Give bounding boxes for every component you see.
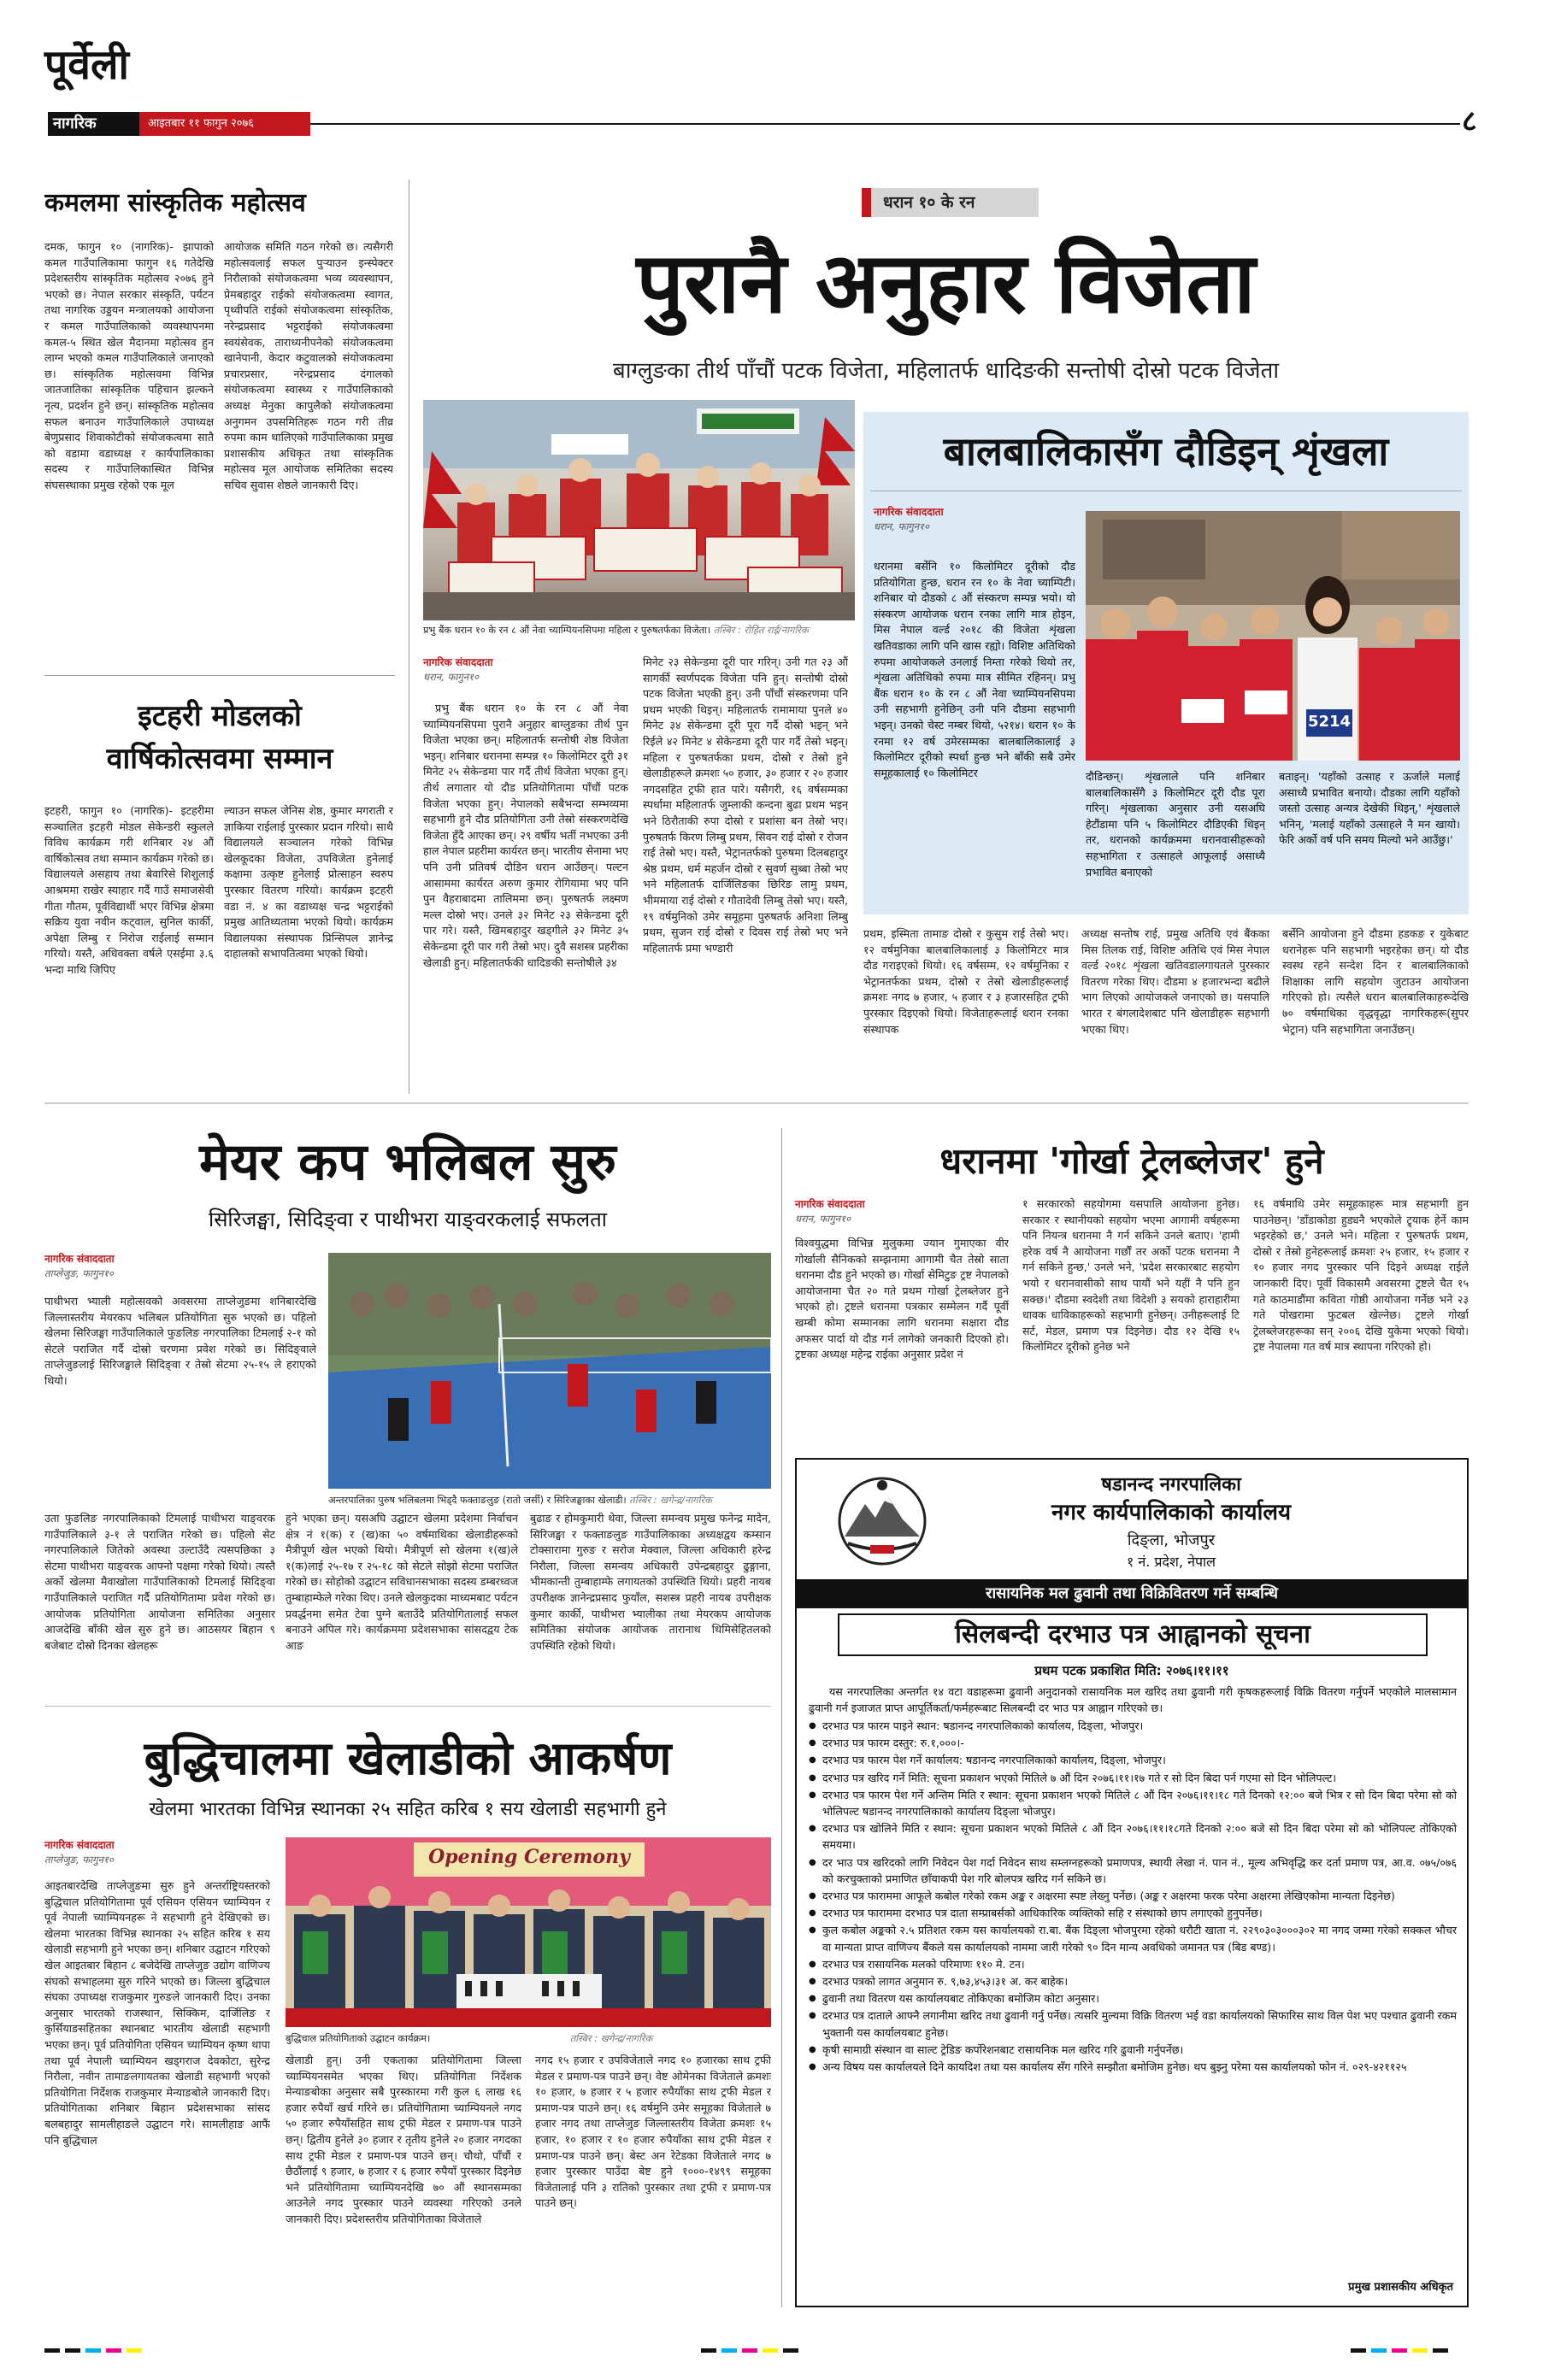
children-title: बालबालिकासँग दौडिइन् शृंखला [943, 428, 1389, 474]
chess-subhead: खेलमा भारतका विभिन्न स्थानका २५ सहित करिब १ सय खेलाडी सहभागी हुने [149, 1799, 667, 1820]
notice-item [809, 1990, 1457, 2007]
masthead-rule [310, 123, 1460, 125]
dharan-byline-block [423, 655, 628, 686]
trail-col-3: १६ वर्षमाथि उमेर समूहकाहरू मात्र सहभागी हुन पाउनेछन्। 'डाँडाकोडा हुड्यनै भएकोले ट्र्याक हेर्ने काम भइरहेको छ,' उनले भने। महिला र पुरुषतर्फ प्रथम, दोस्रो र तेस्रो हुनेहरूलाई क्रमशः २५ हजार, १५ हजार र १० हजार नगद पुरस्कार पनि दिइने अध्यक्ष राईले जानकारी दिए। पूर्वी विकासमै अवसरमा ट्रष्टले चैत १५ गते काठमाडौंमा कविता गोष्ठी आयोजना गर्नेछ भने २३ गते पोखरामा फुटबल खेल्नेछ। ट्रष्टले गोर्खा ट्रेलब्लेजरहरूका सन् २००६ देखि युकेमा भएको थियो। ट्रष्ट नेपालमा गत वर्ष मात्र स्थापना गरिएको हो। [1253, 1197, 1469, 1354]
notice-items [809, 1718, 1457, 2076]
chess-title: बुद्धिचालमा खेलाडीको आकर्षण [144, 1731, 672, 1785]
winners-caption-credit: तस्बिर : रोहित राई/नागरिक [713, 625, 809, 636]
notice-item [809, 1922, 1457, 1954]
bullet-icon: ● [809, 1925, 816, 1936]
trail-col-1: विश्वयुद्धमा विभिन्न मुलुकमा ज्यान गुमाएका वीर गोर्खाली सैनिकको सम्झनामा आगामी चैत तेस्रो साता धरानमा दौड हुने भएको छ। गोर्खा सेमिटुङ ट्रष्ट नेपालको आयोजनामा चैत २० गते प्रथम गोर्खा ट्रेलब्लेजर हुने भएको हो। ट्रष्टले धरानमा पत्रकार सम्मेलन गर्दै पूर्वी खम्बी कोमा सम्मानका लागि धरानमा सक्षारा दौड अफसर पार्दा यो दौड गर्न लागेको जनकारी दिएको हो। ट्रष्टका अध्यक्ष महेन्द्र राईका अनुसार प्रदेश नं [795, 1237, 1009, 1361]
winners-photo [423, 400, 855, 620]
chess-caption-text: बुद्धिचाल प्रतियोगिताको उद्घाटन कार्यक्रम। [286, 2033, 431, 2044]
children-byline: नागरिक संवाददाता [874, 506, 944, 518]
dharan-subhead: बाग्लुङका तीर्थ पाँचौं पटक विजेता, महिलातर्फ धादिङकी सन्तोषी दोस्रो पटक विजेता [612, 358, 1280, 384]
notice-item [809, 1787, 1457, 1819]
nepal-emblem-icon [836, 1473, 928, 1567]
winners-photo-art [423, 400, 855, 620]
children-photo-bib: 5214 [1307, 713, 1352, 731]
kamala-title: कमलमा सांस्कृतिक महोत्सव [44, 188, 306, 218]
children-photo-art [1086, 511, 1460, 761]
notice-item-text: दरभाउ पत्र फारम पेश गर्ने कार्यालय: षडानन्द नगरपालिकाको कार्यालय, दिङ्ला, भोजपुर। [822, 1754, 1166, 1767]
notice-item-text: दरभाउ पत्र खरिद गर्ने मिति: सूचना प्रकाशन भएको मितिले ७ औं दिन २०७६।११।१७ गते र सो दिन बिदा पर्न गएमा सो दिन भोलिपल्ट। [822, 1771, 1337, 1784]
chess-photo [286, 1837, 771, 2027]
column-divider-middle [781, 1128, 782, 2307]
registration-marks-right [1351, 2348, 1448, 2353]
notice-org-4: १ नं. प्रदेश, नेपाल [1126, 1554, 1216, 1570]
mayor-intro: पाथीभरा भ्याली महोत्सवको अवसरमा ताप्लेजुङमा शनिबारदेखि जिल्लास्तरीय मेयरकप भलिबल प्रतियोगिता सुरु भएको छ। पहिलो खेलमा सिरिजङ्घा गाउँपालिकाले फुङलिङ नगरपालिका टिमलाई २-१ को सेटले पराजित गर्दै दोस्रो चरणमा प्रवेश गरेको छ। सिदिङ्वाले ताप्लेजुङलाई सिरिजङ्घाले सिदिङ्वा र तेस्रो सेटमा २५-१५ ले हराएको थियो। [44, 1295, 316, 1387]
notice-item-text: ढुवानी तथा वितरण यस कार्यालयबाट तोकिएका बमोजिम कोटा अनुसार। [822, 1992, 1100, 2006]
volleyball-photo-caption [328, 1494, 771, 1507]
notice-org-2: नगर कार्यपालिकाको कार्यालय [1051, 1500, 1292, 1525]
notice-item-text: दरभाउ पत्र फारम पाइने स्थान: षडानन्द नगरपालिकाको कार्यालय, दिङ्ला, भोजपुर। [822, 1719, 1144, 1732]
mayor-title: मेयर कप भलिबल सुरु [199, 1132, 616, 1192]
notice-item [809, 1770, 1457, 1786]
notice-item-text: दरभाउ पत्र फाराममा दरभाउ पत्र दाता सम्प्राबर्सको आधिकारिक व्यक्तिको सहि र संस्थाको छाप लगाएको हुनुपर्नेछ। [822, 1907, 1263, 1920]
notice-item [809, 1752, 1457, 1768]
notice-item-text: दरभाउ पत्र खोलिने मिति र स्थान: सूचना प्रकाशन भएको मितिले ८ औं दिन २०७६।११।१८गते दिनको २:०० बजे सो दिन बिदा परेमा सो को भोलिपल्ट तोकिएको समयमा। [822, 1822, 1457, 1852]
dharan-byline: नागरिक संवाददाता [423, 656, 493, 668]
mayor-subhead: सिरिजङ्घा, सिदिङ्वा र पाथीभरा याङ्वरकलाई सफलता [208, 1208, 607, 1231]
notice-title: सिलबन्दी दरभाउ पत्र आह्वानको सूचना [838, 1613, 1428, 1656]
section-rule-1 [44, 1102, 1469, 1104]
dharan-col-3: प्रथम, इस्मिता तामाङ दोस्रो र कुसुम राई तेस्रो भए। १२ वर्षमुनिका बालबालिकालाई ३ किलोमिटर मात्र दौड गराइएको थियो। १६ वर्षसम्म, १२ वर्षमुनिका र भेट्रानतर्फका प्रथम, दोस्रो र तेस्रो खेलाडीहरूलाई क्रमशः नगद ७ हजार, ५ हजार र ३ हजारसहित ट्रफी पुरस्कार दिइएको थियो। विजेताहरूलाई धरान रनका संस्थापक [863, 927, 1069, 1036]
chess-photo-caption [286, 2032, 771, 2045]
bullet-icon: ● [809, 1959, 816, 1969]
dharan-kicker-marker [862, 188, 871, 217]
mayor-place: ताप्लेजुङ, फागुन१० [44, 1267, 114, 1279]
trail-place: धरान, फागुन१० [795, 1213, 851, 1225]
notice-item-text: कृषी सामाग्री संस्थान वा साल्ट ट्रेडिङ कर्पोरेशनबाट रासायनिक मल खरिद गरि ढुवानी गर्नुपर्नेछ। [822, 2042, 1184, 2056]
bullet-icon: ● [809, 1721, 816, 1731]
volleyball-caption-text: अन्तरपालिका पुरुष भलिबलमा भिड्दै फक्ताङलुङ (रातो जर्सी) र सिरिजङ्घाका खेलाडी। [328, 1495, 627, 1506]
notice-item [809, 2042, 1457, 2058]
kamala-col-2: आयोजक समिति गठन गरेको छ। त्यसैगरी महोत्सवलाई सफल पुऱ्याउन इन्स्पेक्टर निरौलाको संयोजकत्वमा भव्य व्यवस्थापन, प्रेमबहादुर राईको संयोजकत्वमा स्वागत, पृथ्वीपति राईको संयोजकत्वमा सांस्कृतिक, नरेन्द्रप्रसाद भट्टराईको संयोजकत्वमा स्वयंसेवक, ताराध्यनीपनेको संयोजकत्वमा खानेपानी, केदार कटुवालको संयोजकत्वमा प्रचारप्रसार, नरेन्द्रप्रसाद दंगालको संयोजकत्वमा स्वास्थ्य र गाउँपालिकाको अध्यक्ष मेनुका कापुलैको संयोजकत्वमा अनुगमन उपसमितिहरू गठन गरी तीव्र रुपमा काम थालिएको गाउँपालिकाका प्रमुख प्रशासकीय अधिकृत तथा सांस्कृतिक महोत्सव मूल आयोजक समितिका सदस्य सचिव सुवास शेष्ठले जानकारी दिए। [224, 240, 393, 491]
kamala-col-1: दमक, फागुन १० (नागरिक)- झापाको कमल गाउँपालिकामा फागुन १६ गतेदेखि प्रदेशस्तरीय सांस्कृतिक महोत्सव २०७६ हुने भएको छ। नेपाल सरकार संस्कृति, पर्यटन तथा नागरिक उड्डयन मन्त्रालयको आयोजना र कमल गाउँपालिकाको व्यवस्थापनमा कमल-५ स्थित खेल मैदानमा महोत्सव हुन लाग्न भएको कमल गाउँपालिकाले जनाएको छ। सांस्कृतिक महोत्सवमा विभिन्न जातजातिका सांस्कृतिक पहिचान झल्कने नृत्य, प्रदर्शन हुने छन्। सांस्कृतिक महोत्सव सफल बनाउन गाउँपालिकाले उपाध्यक्ष बेणुप्रसाद शिवाकोटीको संयोजकत्वमा सातै को वडामा वडाध्यक्ष र कार्यपालिकाका सदस्य र गाउँपालिकास्थित विभिन्न संघसस्थाका प्रमुख रहेको एक मूल [44, 240, 214, 491]
itahari-title-1: इटहरी मोडलको [138, 699, 302, 733]
notice-item [809, 1718, 1457, 1734]
children-col-1: धरानमा बर्सेनि १० किलोमिटर दूरीको दौड प्रतियोगिता हुन्छ, धरान रन १० के नेवा च्याम्पिटी। शनिबार यो दौडको ८ औं संस्करण सम्पन्न भयो। यो संस्करण आयोजक धरान रनका लागि मात्र होइन, मिस नेपाल वर्ल्ड २०१८ की विजेता शृंखला खतिवडाका लागि पनि खास रह्यो। विशिष्ट अतिथिको रुपमा आयोजकले उनलाई निम्ता गरेको थियो तर, शृंखला अतिथिको रुपमा मात्र सीमित रहिनन्। प्रभु बैंक धरान १० के रन ८ औं नेवा च्याम्पियनसिपमा उनी सहभागी हुनेछिन् उनी पनि दौडमा सहभागी भइन्। उनको चेस्ट नम्बर थियो, ५२१४। धरान १० के रनमा १२ वर्ष उमेरसम्मका बालबालिकालाई ३ किलोमिटर दूरीको स्पर्धा हुन्छ भने बाँकी सबै उमेर समूहकालाई १० किलोमिटर [874, 560, 1075, 779]
trail-byline: नागरिक संवाददाता [795, 1198, 865, 1210]
notice-item [809, 1820, 1457, 1853]
children-photo [1086, 511, 1460, 761]
bullet-icon: ● [809, 1824, 816, 1834]
notice-item [809, 1888, 1457, 1904]
dharan-headline: पुरानै अनुहार विजेता [636, 234, 1256, 332]
notice-org-1: षडानन्द नगरपालिका [1101, 1473, 1241, 1496]
dharan-col-2: मिनेट २३ सेकेन्डमा दूरी पार गरिन्। उनी गत २३ औं सागर्की स्वर्णपदक विजेता पनि हुन्। सन्तोषी दोस्रो पटक विजेता भएकी हुन्। उनी पाँचौं संस्करणमा पनि प्रथम भएकी थिइन्। महिलातर्फ रामामाया पुनले ४० मिनेट ३४ सेकेन्डमा दूरी पूरा गर्दै दोस्रो भइन् भने रिईले ४२ मिनेट ४ सेकेन्डमा दूरी पार गर्दै तेस्रो भइन्। महिला र पुरुषतर्फका प्रथम, दोस्रो र तेस्रो हुने खेलाडीहरूले क्रमशः ५० हजार, ३० हजार र २० हजार नगदसहित ट्रफी हात पारे। यसैगरी, १६ वर्षसम्मका स्पर्धामा महिलातर्फ जुम्लाकी कन्दना बुढा प्रथम भइन् भने ठिरौताकी रुपा दोस्रो र प्रशांसा बन तेस्रो भए। पुरुषतर्फ किरण लिम्बु प्रथम, सिवन राई दोस्रो र रोजन राई तेस्रो भए। यस्तै, भेट्रानतर्फको पुरुषमा दिलबहादुर श्रेष्ठ प्रथम, धर्म महर्जन दोस्रो र सुवर्ण सुब्बा तेस्रो भए भने महिलातर्फ दार्जिलिङका छिरिङ लामु प्रथम, भीममाया राई दोस्रो र गौतादेवी लिम्बु तेस्रो भए। यस्तै, १९ वर्षमुनिको उमेर समूहमा पुरुषतर्फ अनिशा लिम्बु प्रथम, सुजन राई दोस्रो र दिवस राई तेस्रो भए भने महिलातर्फ प्रमा भण्डारी [643, 655, 848, 955]
notice-item-text: दरभाउ पत्र रासायनिक मलको परिमाणः ११० मे. टन। [822, 1957, 1025, 1971]
notice-item-text: दरभाउ पत्र दाताले आफ्नै लगानीमा खरिद तथा ढुवानी गर्नु पर्नेछ। त्यसरि मुल्यमा विक्रि वितरण भई वडा कार्यालयको सिफारिस साथ विल पेश भए पश्चात ढुवानी रकम भुक्तानी यस कार्यालयबाट हुनेछ। [822, 2009, 1457, 2039]
notice-item-text: दरभाउ पत्रको लागत अनुमान रु. ९,७३,४५३।३१ अ. कर बाहेक। [822, 1975, 1069, 1989]
trail-title: धरानमा 'गोर्खा ट्रेलब्लेजर' हुने [939, 1140, 1324, 1182]
dharan-kicker: धरान १० के रन [871, 188, 1039, 217]
notice-intro: यस नगरपालिका अन्तर्गत १४ वटा वडाहरूमा ढुवानी अनुदानको रासायनिक मल खरिद तथा ढुवानी गरी कृषकहरूलाई विक्रि वितरण गर्नुपर्ने भएकोले मालसामान ढुवानी गर्न इजाजत प्राप्त आपूर्तिकर्ता/फर्महरूबाट सिलबन्दी दर भाउ पत्र आह्वान गरिएको छ। [809, 1685, 1457, 1714]
chess-place: ताप्लेजुङ, फागुन१० [44, 1854, 114, 1866]
masthead-date: आइतबार ११ फागुन २०७६ [139, 112, 310, 136]
notice-item [809, 1973, 1457, 1989]
volleyball-photo [328, 1253, 771, 1489]
masthead-label: नागरिक [48, 112, 139, 136]
notice-signature: प्रमुख प्रशासकीय अधिकृत [1348, 2281, 1453, 2294]
volleyball-caption-credit: तस्बिर : खगेन्द्र/नागरिक [629, 1495, 712, 1506]
notice-item [809, 1905, 1457, 1921]
children-col-3: बताइन्। 'यहाँको उत्साह र ऊर्जाले मलाई असाध्यै प्रभावित बनायो। दौडका लागि यहाँको जस्तो उत्साह अन्यत्र देखेकी थिइन्,' शृंखलाले भनिन्, 'मलाई यहाँको उत्साहले नै मन खायो। फेरि अर्को वर्ष पनि समय मिल्यो भने आउँछु।' [1279, 770, 1460, 847]
notice-emblem [836, 1473, 928, 1567]
notice-item [809, 1956, 1457, 1972]
bullet-icon: ● [809, 2044, 816, 2054]
bullet-icon: ● [809, 1755, 816, 1766]
itahari-title-2: वार्षिकोत्सवमा सम्मान [106, 742, 333, 776]
chess-byline: नागरिक संवाददाता [44, 1839, 115, 1851]
dharan-cont-col-1: अध्यक्ष सन्तोष राई, प्रमुख अतिथि एवं बैंकका मिस तिलक राई, विशिष्ट अतिथि एवं मिस नेपाल वर्ल्ड २०१८ शृंखला खतिवडालगायतले पुरस्कार वितरण गरेका थिए। दौडमा ४ हजारभन्दा बढीले भाग लिएको आयोजकले जनाएको छ। यसपालि भारत र बंगलादेशबाट पनि खेलाडीहरू सहभागी भएका थिए। [1081, 927, 1269, 1036]
page-number: ८ [1462, 104, 1477, 138]
winners-photo-caption [423, 624, 855, 637]
chess-photo-banner: Opening Ceremony [428, 1846, 630, 1868]
mayor-col-3: बुढाङ र होमकुमारी थेवा, जिल्ला समन्वय प्रमुख फनेन्द्र मादेन, सिरिजङ्घा र फक्ताङलुङ गाउँपालिकाका अध्यक्षद्वय कम्सान टोक्सारामा गुरुङ र सरोज मेक्वाल, जिल्ला अधिकारी हरेन्द्र निरौला, जिल्ला समन्वय अधिकारी उपेन्द्रबहादुर ढुङ्गाना, भीमकान्ती तुम्बाहाम्फे लगायतको उपस्थिति थियो। प्रहरी नायब उपरीक्षक ज्ञानेन्द्रप्रसाद फुयाँल, सशस्त्र प्रहरी नायब उपरीक्षक कुमार कार्की, पाथीभरा भ्यालीका तथा मेयरकप आयोजक समितिका संयोजक आयोजक तारानाथ थिमिसेहितलको उपस्थिति रहेको थियो। [530, 1512, 771, 1652]
notice-item [809, 1735, 1457, 1751]
mayor-col-1: उता फुङलिङ नगरपालिकाको टिमलाई पाथीभरा याङ्वरक गाउँपालिकाले ३-१ ले पराजित गरेको छ। पहिलो सेट नगरपालिकाले जितेको अवस्था उल्टाउँदै त्यसपछिका ३ सेटमा पाथीभरा याङ्वरक आफ्नो पक्षमा गरेको थियो। त्यस्तै अर्को खेलमा मैवाखोला गाउँपालिकाको टिमलाई सिदिङ्वा गाउँपालिकाले पराजित गर्दै प्रतियोगितामा प्रवेश गरेको छ। आयोजक प्रतियोगिता आयोजना समितिका अनुसार आजदेखि बाँकी खेल सुरु हुने छ। आठसयर बिहान ९ बजेबाट दोस्रो दिनका खेलहरू [44, 1512, 275, 1652]
chess-col-1: आइतबारदेखि ताप्लेजुङमा सुरु हुने अन्तर्राष्ट्रियस्तरको बुद्धिचाल प्रतियोगितामा पूर्व एसियन एसियन च्याम्पियन र पूर्व नेपाली च्याम्पियनहरू ने सहभागी हुने देखिएको छ। खेलमा भारतका विभिन्न स्थानका २५ सहित करिब १ सय खेलाडी सहभागी हुने भएका छन्। शनिबार उद्घाटन गरिएको खेल आइतबार बिहान ८ बजेदेखि ताप्लेजुङ उद्योग वाणिज्य संघको सभाहलमा सुरु गरिने भएको छ। जिल्ला बुद्धिचाल संघका उपाध्यक्ष राजकुमार गुरुङले जानकारी दिए। उनका अनुसार भारतको राजस्थान, सिक्किम, दार्जिलिङ र कुर्सियाङसहितका स्थानबाट भारतीय खेलाडी सहभागी भएका छन्। पूर्व प्रतियोगिता एसियन च्याम्पियन कृष्ण थापा तथा पूर्व नेपाली च्याम्पियन खड्गराज देवकोटा, सुरेन्द्र निरौला, नवीन तामाङलगायतका खेलाडी सहभागी भएको प्रतियोगिता निर्देशक राजकुमार मेन्याङबोले जानकारी दिए। प्रतियोगिताका शनिबार बिहान प्रदेशसभाका सांसद बलबहादुर सामलीहाङले उद्घाटन गरे। सामलीहाङ आफैं पनि बुद्धिचाल [44, 1879, 270, 2147]
chess-col-3: नगद १५ हजार र उपविजेताले नगद १० हजारका साथ ट्रफी मेडल र प्रमाण-पत्र पाउने छन्। वेष्ट ओमेनका विजेताले क्रमशः १० हजार, ७ हजार र ५ हजार रुपैयाँका साथ ट्रफी मेडल र प्रमाण-पत्र पाउने छन्। १६ वर्षमुनि उमेर समूहका विजेताले ७ हजार नगद तथा ताप्लेजुङ जिल्लास्तरीय विजेता क्रमशः १५ हजार, १० हजार र १० हजार रुपैयाँका साथ ट्रफी मेडल र प्रमाण-पत्र पाउने छन्। बेस्ट अन रेटेडका विजेताले नगद ७ हजार पुरस्कार पाउँदा बेष्ट हुने १०००-१४९९ समूहका विजेतालाई पनि ३ रातिको पुरस्कार तथा ट्रफी र प्रमाण-पत्र पाउने छन्। [535, 2054, 771, 2210]
winners-caption-text: प्रभु बैंक धरान १० के रन ८ औं नेवा च्याम्पियनसिपमा महिला र पुरुषतर्फका विजेता। [423, 625, 711, 636]
notice-publish-date: प्रथम पटक प्रकाशित मिति: २०७६।११।११ [1034, 1663, 1229, 1678]
bullet-icon: ● [809, 1772, 816, 1783]
bullet-icon: ● [809, 1789, 816, 1800]
registration-marks-left [44, 2348, 142, 2353]
trail-col-2: १ सरकारको सहयोगमा यसपालि आयोजना हुनेछ। सरकार र स्थानीयको सहयोग भएमा आगामी वर्षहरूमा पनि नियन्त्र धरानमा नै गर्न सकिने उनले बताए। 'हामी हरेक वर्ष नै आयोजना गर्छौं तर अर्को पटक धरानमा नै गर्न सकिने हुन्छ,' उनले भने, 'प्रदेश सरकारबाट सहयोग भयो र धरानवासीको साथ पायौं भने यहीं नै पनि हुन सक्छ।' दौडमा स्वदेशी तथा विदेशी ३ सयको हाराहारीमा धावक धाविकाहरूको सहभागी हुनेछन्। उनीहरूलाई टि सर्ट, मेडल, प्रमाण पत्र दिइनेछ। दौड १२ देखि १५ किलोमिटर दूरीको हुनेछ भने [1022, 1197, 1240, 1354]
chess-top-rule [44, 1706, 771, 1707]
notice-item [809, 1854, 1457, 1887]
bullet-icon: ● [809, 1977, 816, 1987]
notice-item [809, 2007, 1457, 2040]
mayor-byline: नागरिक संवाददाता [44, 1253, 115, 1265]
trail-byline-block [795, 1196, 1009, 1228]
chess-caption-credit: तस्बिर : खगेन्द्र/नागरिक [569, 2033, 653, 2044]
chess-col-2: खेलाडी हुन्। उनी एकताका प्रतियोगितामा जिल्ला च्याम्पियनसमेत भएका थिए। प्रतियोगिता निर्देशक मेन्याङबोका अनुसार सबै पुरस्कारमा गरी कुल ६ लाख १६ हजार रुपैयाँ खर्च गरिने छ। प्रतियोगितामा च्याम्पियनले नगद ५० हजार रुपैयाँसहित साथ ट्रफी मेडल र प्रमाण-पत्र पाउने छन्। द्वितीय हुनेले ३० हजार र तृतीय हुनेले २० हजार नगदका साथ ट्रफी मेडल र प्रमाण-पत्र पाउने छन्। चौथो, पाँचौं र छैठौंलाई ९ हजार, ७ हजार र ६ हजार रुपैयाँ पुरस्कार दिइनेछ भने प्रतियोगितामा च्याम्पियनदेखि ७० औं स्थानसम्मका आउनेले नगद पुरस्कार पाउने व्यवस्था गरिएको उनले जानकारी दिए। प्रदेशस्तरीय प्रतियोगिताका विजेताले [286, 2054, 521, 2225]
dharan-cont-col-2: बर्सेनि आयोजना हुने दौडमा हडकङ र युकेबाट धरानेहरू पनि सहभागी भइरहेका छन्। यो दौड स्वस्थ रहने सन्देश दिन र बालबालिकाको शिक्षाका लागि सहयोग जुटाउन आयोजना गरिएको हो। त्यसैले धरान बालबालिकाहरूदेखि ७० वर्षमाथिका वृद्धवृद्धा नागरिकहरू(सुपर भेट्रान) पनि सहभागिता जनाउँछन्। [1282, 927, 1469, 1036]
bullet-icon: ● [809, 1891, 816, 1901]
dharan-col-1: प्रभु बैंक धरान १० के रन ८ औं नेवा च्याम्पियनसिपमा पुरानै अनुहार बाग्लुङका तीर्थ पुन विजेता भएका छन्। महिलातर्फ सन्तोषी शेष्ठ विजेता भइन्। शनिबार धरानमा सम्पन्न १० किलोमिटर दूरी ३१ मिनेट २५ सेकेन्डमा पार गर्दै तीर्थ विजेता भएका हुन्। तीर्थ लगातार यो दौड प्रतियोगितामा पाँचौं पटक विजेता भएका हुन्। नेपालको सबैभन्दा सम्भव्यमा सहभागी हुने दौड प्रतियोगिता उनी तेस्रो संस्करणदेखि विजेता हुँदै आएका छन्। २९ वर्षीय भर्ती नभएका उनी हाल नेपाल प्रहरीमा कार्यरत छन्। भारतीय सेनामा भए पनि उनी प्रतिवर्ष दौडिन धरान आउँछन्। पल्टन आसाममा कार्यरत अरुण कुमार रोगियामा भए पनि पुन वैहराबादमा तालिममा छन्। पुरुषतर्फ लक्ष्मण मल्ल दोस्रो भए। उनले ३२ मिनेट २३ सेकेन्डमा दूरी पार गरे। यस्तै, खिमबहादुर खड्गीले ३२ मिनेट ३५ सेकेन्डमा दूरी पार गरी तेस्रो भए। दुवै सशस्त्र प्रहरीका खेलाडी हुन्। महिलातर्फकी धादिङकी सन्तोषीले ३४ [423, 702, 628, 969]
bullet-icon: ● [809, 2011, 816, 2021]
itahari-col-2: ल्याउन सफल जेनिस शेष्ठ, कुमार मगराती र ज्ञाकिया राईलाई पुरस्कार प्रदान गरियो। साथै विद्यालयले सञ्चालन गरेको विभिन्न खेलकूदका विजेता, उपविजेता हुनेलाई कक्षामा उत्कृष्ट हुनेलाई प्रोत्साहन स्वरुप पुरस्कार वितरण गरियो। कार्यक्रम इटहरी वडा नं. ४ का वडाध्यक्ष चन्द्र भट्टराईको प्रमुख आतिथ्यतामा भएको थियो। कार्यक्रम विद्यालयका संस्थापक प्रिन्सिपल ज्ञानेन्द्र दाहालको सभापतित्वमा भएको थियो। [224, 804, 393, 961]
registration-marks-center [701, 2348, 798, 2353]
bullet-icon: ● [809, 1994, 816, 2004]
notice-org-3: दिङ्ला, भोजपुर [1127, 1531, 1216, 1549]
notice-item [809, 2059, 1457, 2075]
kamala-rule [44, 675, 395, 676]
bullet-icon: ● [809, 1857, 816, 1867]
children-place: धरान, फागुन१० [874, 520, 930, 532]
children-col-2: दौडिन्छन्। शृंखलाले पनि शनिबार बालबालिकासँगै ३ किलोमिटर दूरी दौड पूरा गरिन्। शृंखलाका अनुसार उनी यसअघि हेटौंडामा पनि ५ किलोमिटर दौडिएकी थिइन् तर, धरानको कार्यक्रममा धरानवासीहरूको सहभागिता र उत्साहले आफूलाई असाध्यै प्रभावित बनाएको [1086, 770, 1265, 879]
bullet-icon: ● [809, 1908, 816, 1919]
mayor-byline-block [44, 1251, 318, 1283]
chess-byline-block [44, 1837, 258, 1869]
bullet-icon: ● [809, 2062, 816, 2072]
notice-item-text: दरभाउ पत्र फारम दस्तुर: रु.१,०००।- [822, 1737, 964, 1750]
children-byline-block [874, 504, 1079, 536]
itahari-col-1: इटहरी, फागुन १० (नागरिक)- इटहरीमा सञ्चालित इटहरी मोडल सेकेन्डरी स्कुलले विविध कार्यक्रम गरी शनिबार २४ औं वार्षिकोत्सव तथा सम्मान कार्यक्रम गरेको छ। विद्यालयले असहाय तथा बेवारिसे शिशुलाई आश्रममा राखेर स्याहार गर्दै गाउँ समाजसेवी गीता गौतम, पूर्वविद्यार्थी भएर विभिन्न क्षेत्रमा सक्रिय युवा नवीन कट्वाल, सुनिल कार्की, अपेक्षा लिम्बु र निरोज राईलाई सम्मान गरियो। यस्तै, अधिवक्ता वर्षले एसईमा ३.६ भन्दा माथि जिपिए [44, 804, 214, 976]
notice-item-text: दरभाउ पत्र फारम पेश गर्ने अन्तिम मिति र स्थान: सूचना प्रकाशन भएको मितिले ८ औं दिन २०७६।११।१८ गते दिनको १२:०० बजे भित्र र सो दिन बिदा परेमा सो को भोलिपल्ट षडानन्द नगरपालिकाको कार्यालय दिङ्ला भोजपुर। [822, 1788, 1457, 1819]
notice-topic: रासायनिक मल ढुवानी तथा विक्रिवितरण गर्ने सम्बन्धि [797, 1579, 1467, 1608]
mayor-col-2: हुने भएका छन्। यसअघि उद्घाटन खेलमा प्रदेशमा निर्वाचन क्षेत्र नं १(क) र (ख)का ५० वर्षमाथिका खेलाडीहरूको मैत्रीपूर्ण खेल भएको थियो। मैत्रीपूर्ण सो खेलमा १(ख)ले १(क)लाई २५-१७ र २५-१८ को सेटले सोझो सेटमा पराजित गरेको छ। सोहोको उद्घाटन सविधानसभाका सदस्य डम्बरध्वज तुम्बाहाम्फेले गरेका थिए। उनले खेलकुदका माध्यमबाट पर्यटन प्रवर्द्धनमा समेत टेवा पुग्ने बताउँदै प्रतियोगितालाई सफल बनाउने अपिल गरे। कार्यक्रममा प्रदेशसभाका सांसदद्वय टेक आङ [286, 1512, 518, 1652]
bullet-icon: ● [809, 1738, 816, 1748]
notice-item-text: दरभाउ पत्र फाराममा आफूले कबोल गरेको रकम अङ्क र अक्षरमा स्पष्ट लेख्नु पर्नेछ। (अङ्क र अक्षरमा फरक परेमा अक्षरमा लेखिएकोमा मान्यता दिइनेछ) [822, 1889, 1395, 1903]
masthead-logo: पूर्वेली [44, 41, 129, 89]
notice-item-text: दर भाउ पत्र खरिदको लागि निवेदन पेश गर्दा निवेदन साथ सम्लग्नहरूको प्रमाणपत्र, स्थायी लेखा नं. पान नं., मूल्य अभिवृद्धि कर दर्ता प्रमाण पत्र, आ.व. ०७५/०७६ को करचुक्ताको प्रमाणित छाँयाकपी पेश गरि बोलपत्र खरिद गर्न सकिने छ। [822, 1855, 1457, 1885]
volleyball-photo-art [328, 1253, 771, 1489]
notice-item-text: अन्य विषय यस कार्यालयले दिने कायदिश तथा यस कार्यालय सँग गरिने सम्झौता बमोजिम हुनेछ। थप बुझ्नु परेमा यस कार्यालयको फोन नं. ०२९-४२११२५ [822, 2060, 1407, 2074]
dharan-place: धरान, फागुन१० [423, 671, 480, 683]
notice-item-text: कुल कबोल अङ्कको २.५ प्रतिशत रकम यस कार्यालयको रा.बा. बैंक दिङ्ला भोजपुरमा रहेको धरौटी खाता नं. २२९०३०३०००३०२ मा नगद जम्मा गरेको सक्कल भौचर वा मान्यता प्राप्त वाणिज्य बैंकले यस कार्यालयको नाममा जारी गरेको ९० दिन मान्य अवधिको जमानत पत्र (बिड बण्ड)। [822, 1924, 1457, 1954]
